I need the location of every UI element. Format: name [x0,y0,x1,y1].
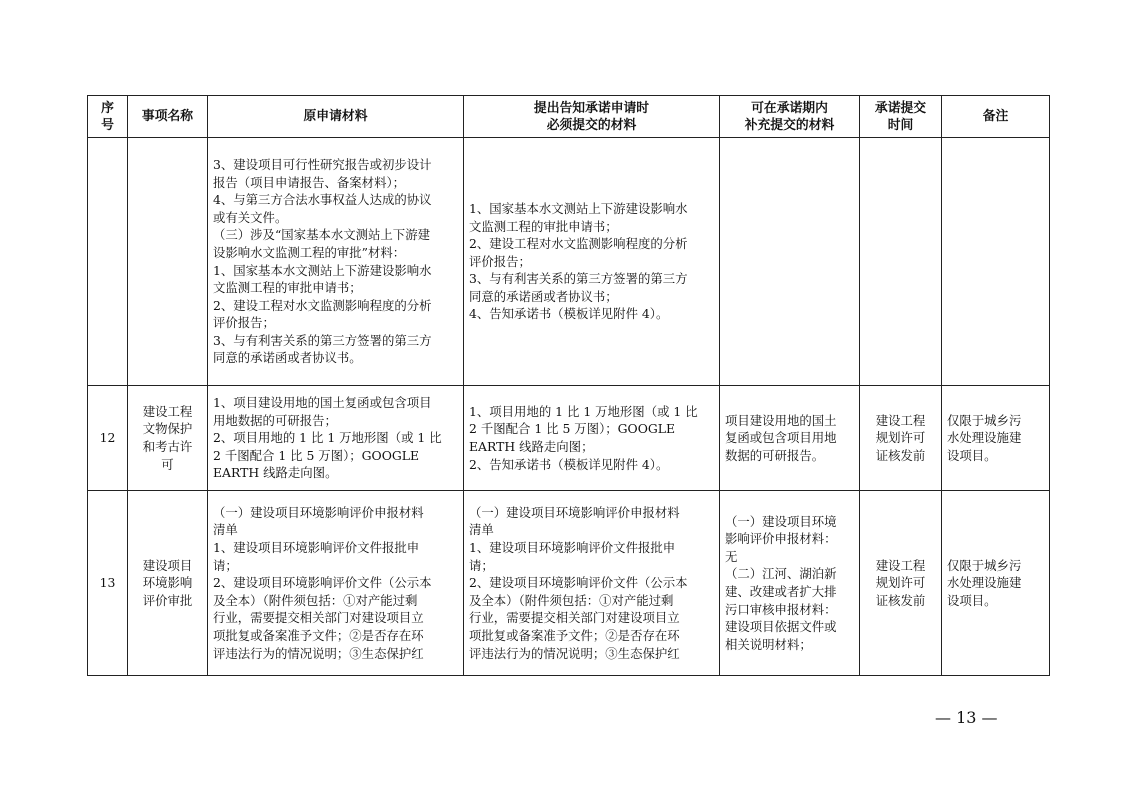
header-name: 事项名称 [128,96,208,138]
cell-line: 2、告知承诺书（模板详见附件 4）。 [469,456,669,472]
cell-line: 及全本）（附件须包括：①对产能过剩 [213,592,418,608]
header-remarks: 备注 [942,96,1050,138]
cell-line: 文监测工程的审批申请书； [469,218,618,234]
cell-line: 4、告知承诺书（模板详见附件 4）。 [469,306,669,322]
cell-no: 13 [88,491,128,676]
cell-line: 证核发前 [875,447,926,463]
cell-line: 仅限于城乡污 [947,412,1022,428]
table-row [88,138,1050,386]
cell-line: 文监测工程的审批申请书； [213,280,362,296]
cell-no [88,138,128,386]
cell-line: 证核发前 [875,592,926,608]
cell-line: 3、与有利害关系的第三方签署的第三方 [213,332,432,348]
cell-line: 1、项目用地的 1 比 1 万地形图（或 1 比 [469,403,698,419]
cell-line: EARTH 线路走向图。 [213,465,338,481]
cell-required [464,386,720,491]
cell-line: 3、与有利害关系的第三方签署的第三方 [469,271,688,287]
cell-line: 及全本）（附件须包括：①对产能过剩 [469,592,674,608]
cell-original [208,386,464,491]
cell-line: 用地数据的可研报告； [213,412,337,428]
cell-line: 影响评价申报材料： [725,531,837,547]
cell-line: 同意的承诺函或者协议书。 [213,350,362,366]
cell-line: （一）建设项目环境影响评价申报材料 [469,504,680,520]
cell-line: 2、建设项目环境影响评价文件（公示本 [469,575,688,591]
header-original: 原申请材料 [208,96,464,138]
cell-line: 1、建设项目环境影响评价文件报批申 [469,540,676,556]
cell-line: 规划许可 [875,575,926,591]
cell-supplement [720,491,860,676]
cell-line: 数据的可研报告。 [725,447,825,463]
cell-supplement [720,386,860,491]
cell-line: 建设工程 [875,557,926,573]
cell-name [128,491,208,676]
cell-line: 复函或包含项目用地 [725,430,837,446]
cell-line: 1、国家基本水文测站上下游建设影响水 [469,200,688,216]
cell-line: （二）江河、湖泊新 [725,566,837,582]
cell-line: 行业，需要提交相关部门对建设项目立 [213,610,424,626]
cell-line: 评违法行为的情况说明；③生态保护红 [213,645,424,661]
cell-line: 同意的承诺函或者协议书； [469,288,618,304]
cell-line: 项批复或备案准予文件；②是否存在环 [469,627,680,643]
page-number: — 13 — [935,708,998,727]
cell-line: 建、改建或者扩大排 [725,584,837,599]
cell-line: 评价报告； [213,315,275,331]
cell-line: 2、建设项目环境影响评价文件（公示本 [213,575,432,591]
cell-line: 相关说明材料； [725,636,812,652]
cell-line: 建设工程 [875,412,926,428]
cell-commit-time [860,386,942,491]
cell-line: 1、项目建设用地的国土复函或包含项目 [213,395,432,411]
cell-line: 项批复或备案准予文件；②是否存在环 [213,627,424,643]
cell-name [128,138,208,386]
cell-line: 报告（项目申请报告、备案材料）； [213,174,406,190]
cell-no: 12 [88,386,128,491]
cell-name [128,386,208,491]
cell-line: 1、建设项目环境影响评价文件报批申 [213,540,420,556]
cell-line: 2、项目用地的 1 比 1 万地形图（或 1 比 [213,430,442,446]
cell-line: 可 [161,456,174,472]
cell-line: 建设工程 [142,403,193,419]
material-table [87,95,1050,676]
cell-line: 设项目。 [947,447,997,463]
header-required: 提出告知承诺申请时 必须提交的材料 [464,96,720,138]
cell-remarks [942,138,1050,386]
cell-line: 评价审批 [142,592,193,608]
header-no: 序 号 [88,96,128,138]
cell-line: 文物保护 [142,421,193,437]
cell-commit-time [860,138,942,386]
cell-line: 建设项目依据文件或 [725,619,837,635]
table-row [88,386,1050,491]
cell-line: 行业，需要提交相关部门对建设项目立 [469,610,680,626]
cell-line: 水处理设施建 [947,430,1022,446]
cell-remarks [942,491,1050,676]
cell-line: 1、国家基本水文测站上下游建设影响水 [213,262,432,278]
cell-line: 项目建设用地的国土 [725,412,837,428]
cell-line: 仅限于城乡污 [947,557,1022,573]
cell-line: 2 千图配合 1 比 5 万图）；GOOGLE [469,421,676,437]
cell-line: 3、建设项目可行性研究报告或初步设计 [213,156,432,172]
cell-original [208,491,464,676]
cell-line: 无 [725,548,738,564]
cell-line: 清单 [213,522,238,538]
cell-supplement [720,138,860,386]
cell-commit-time [860,491,942,676]
cell-line: 和考古许 [142,439,193,454]
header-supplement: 可在承诺期内 补充提交的材料 [720,96,860,138]
cell-line: 环境影响 [142,575,193,591]
cell-line: 请； [469,557,494,573]
cell-line: 4、与第三方合法水事权益人达成的协议 [213,192,432,208]
cell-line: 请； [213,557,238,573]
cell-line: 建设项目 [142,557,193,573]
cell-line: （三）涉及“国家基本水文测站上下游建 [213,227,430,243]
header-commit-time: 承诺提交 时间 [860,96,942,138]
cell-required [464,138,720,386]
cell-required [464,491,720,676]
cell-line: 设影响水文监测工程的审批”材料： [213,244,406,260]
cell-line: 设项目。 [947,592,997,608]
cell-line: （一）建设项目环境 [725,513,837,529]
cell-line: （一）建设项目环境影响评价申报材料 [213,504,424,520]
cell-line: 2 千图配合 1 比 5 万图）；GOOGLE [213,447,420,463]
cell-remarks [942,386,1050,491]
cell-original [208,138,464,386]
header-row [88,96,1050,138]
table-row [88,491,1050,676]
cell-line: EARTH 线路走向图； [469,439,594,454]
cell-line: 2、建设工程对水文监测影响程度的分析 [469,236,688,252]
cell-line: 评违法行为的情况说明；③生态保护红 [469,645,680,661]
cell-line: 污口审核申报材料： [725,601,837,617]
cell-line: 2、建设工程对水文监测影响程度的分析 [213,297,432,313]
cell-line: 规划许可 [875,430,926,446]
cell-line: 水处理设施建 [947,575,1022,591]
cell-line: 或有关文件。 [213,209,288,225]
cell-line: 清单 [469,522,494,538]
cell-line: 评价报告； [469,253,531,269]
